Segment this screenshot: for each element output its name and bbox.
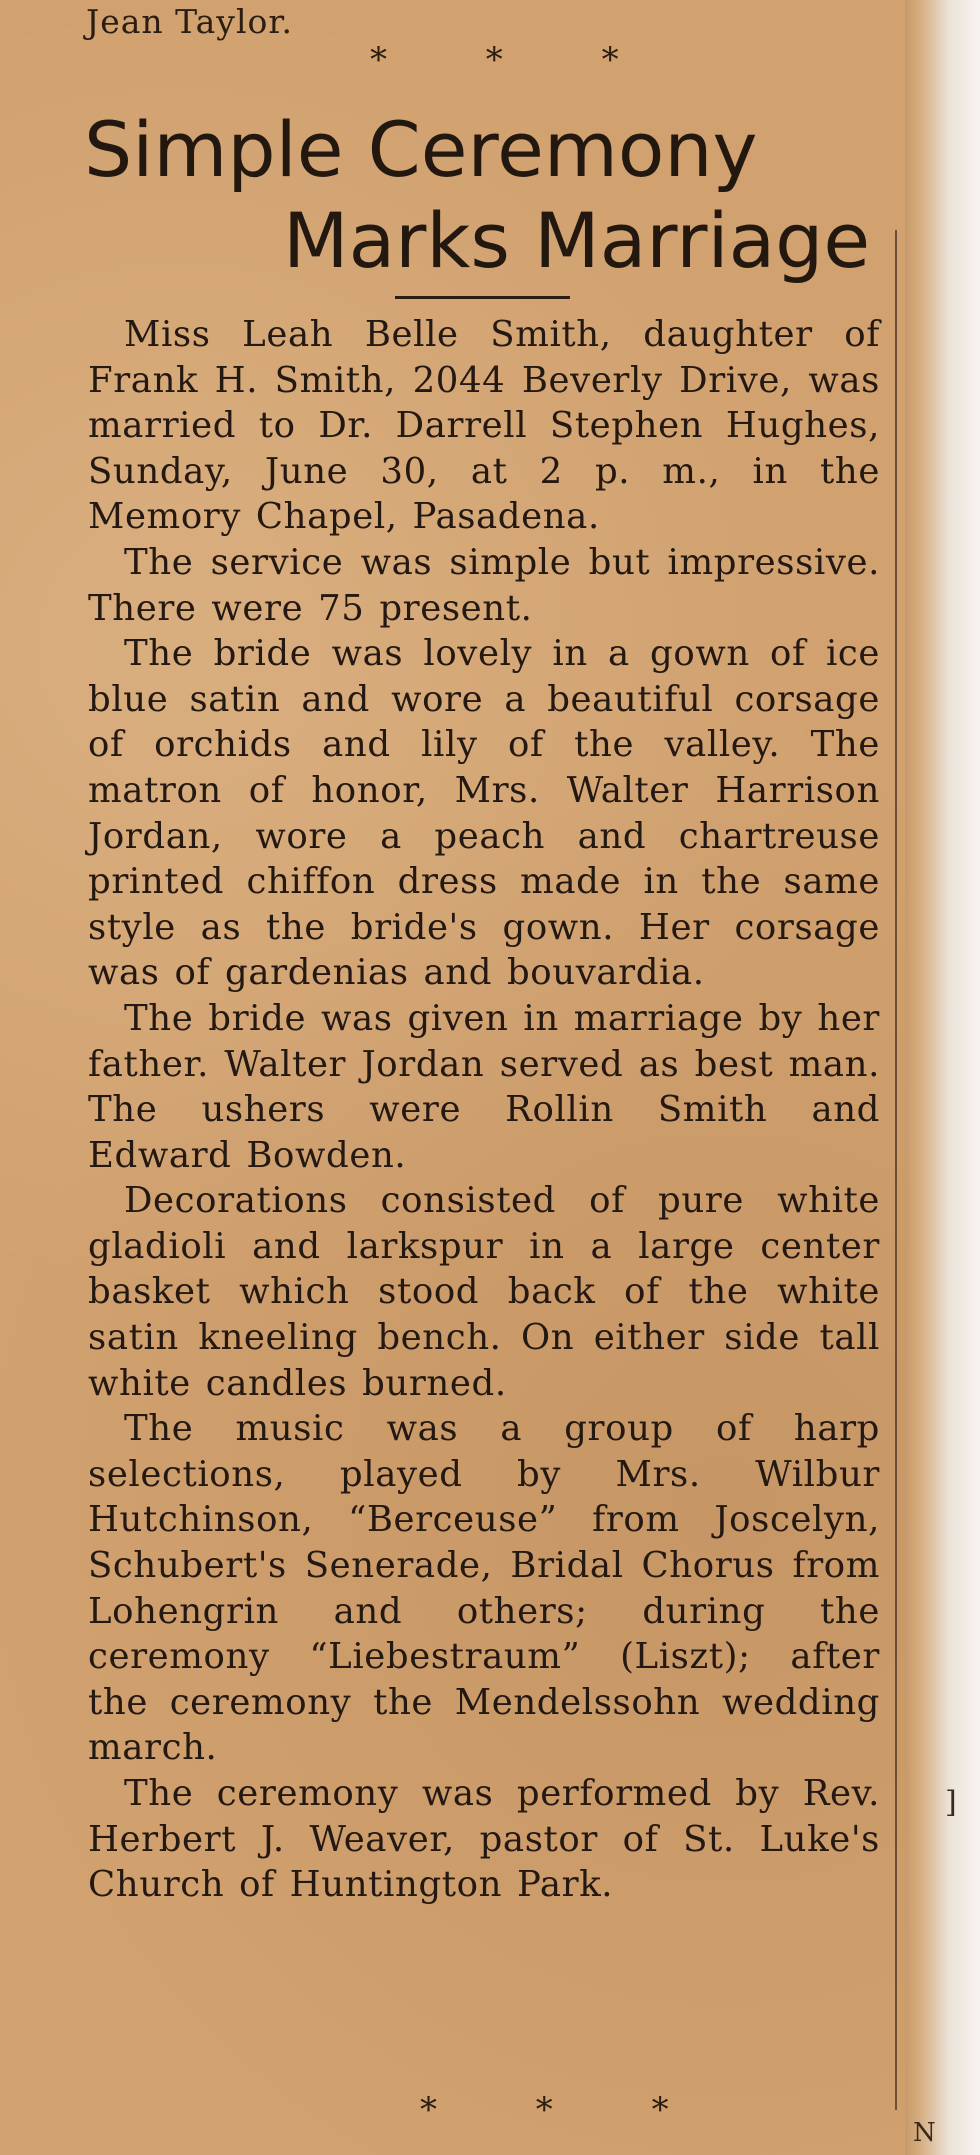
paragraph: The music was a group of harp selections, played by Mrs. Wilbur Hutchinson, “Berceuse” from Joscelyn, Schubert's Senerade, Bridal Chorus from Lohengrin and others; during the ceremony “Liebestraum” (Liszt); after the ceremony the Mendelssohn wedding march. [88, 1408, 880, 1769]
headline-line-2: Marks Marriage [283, 196, 871, 285]
paragraph: Decorations consisted of pure white gladioli and larkspur in a large center basket which stood back of the white satin kneeling bench. On either side tall white candles burned. [88, 1180, 880, 1404]
adjacent-column-edge [905, 0, 980, 2155]
ornament-top: * * * [370, 40, 663, 80]
paragraph: Miss Leah Belle Smith, daughter of Frank H. Smith, 2044 Beverly Drive, was married to Dr. Darrell Stephen Hughes, Sunday, June 30, at 2 p. m., in the Memory Chapel, Pasadena. [88, 314, 880, 538]
stray-glyph: N [913, 2118, 936, 2148]
headline-rule [395, 296, 570, 299]
paragraph: The ceremony was performed by Rev. Herbert J. Weaver, pastor of St. Luke's Church of Huntington Park. [88, 1773, 880, 1906]
paragraph: The bride was lovely in a gown of ice blue satin and wore a beautiful corsage of orchids and lily of the valley. The matron of honor, Mrs. Walter Harrison Jordan, wore a peach and chartreuse printed chiffon dress made in the same style as the bride's gown. Her corsage was of gardenias and bouvardia. [88, 633, 880, 994]
byline: Jean Taylor. [86, 2, 294, 41]
article-body [88, 312, 880, 1908]
paragraph: The service was simple but impressive. There were 75 present. [88, 541, 880, 629]
headline-line-1: Simple Ceremony [84, 105, 758, 194]
stray-glyph: ] [945, 1785, 957, 1820]
paragraph: The bride was given in marriage by her father. Walter Jordan served as best man. The ushers were Rollin Smith and Edward Bowden. [88, 997, 880, 1176]
column-rule [895, 230, 897, 2110]
ornament-bottom: * * * [420, 2090, 713, 2130]
